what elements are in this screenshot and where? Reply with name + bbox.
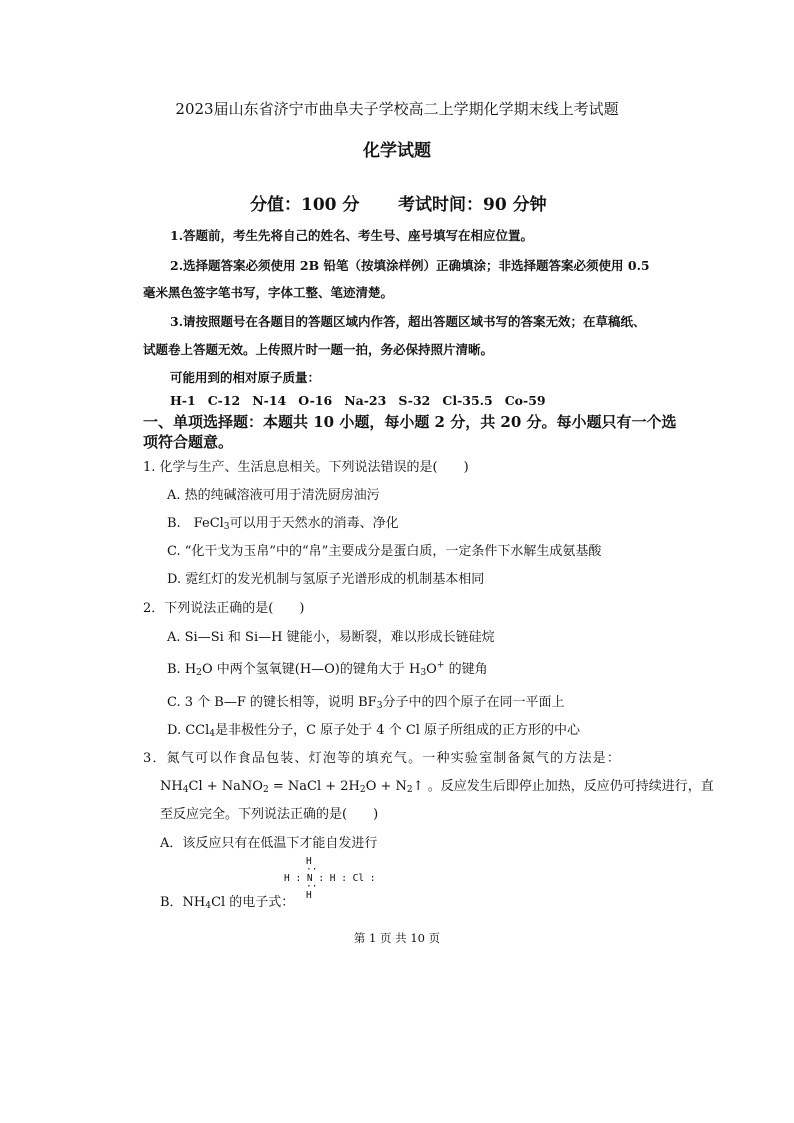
- mass-o: O-16: [298, 393, 333, 408]
- question-1-option-c: C. “化干戈为玉帛”中的“帛”主要成分是蛋白质，一定条件下水解生成氨基酸: [167, 544, 602, 559]
- question-3-equation: $NH_4Cl$ + NaNO$_2$ = NaCl + $2H_2O$ + $N_2↑$ 。反应发生后即停止加热，反应仍可持续进行，直: [160, 779, 714, 795]
- mass-h: H-1: [170, 393, 196, 408]
- mass-cl: Cl-35.5: [442, 393, 493, 408]
- section-heading-cont: 项符合题意。: [143, 433, 234, 451]
- lewis-h-top: H: [306, 856, 312, 867]
- question-2-stem: 2．下列说法正确的是( ): [143, 601, 305, 616]
- question-1-stem: 1. 化学与生产、生活息息相关。下列说法错误的是( ): [143, 460, 469, 475]
- question-2-option-c: C. 3 个 B—F 的键长相等，说明 $BF_3$分子中的四个原子在同一平面上: [167, 695, 565, 711]
- lewis-structure-nh4cl: H ·· H : N : H : Cl : ·· H: [284, 856, 376, 901]
- mass-n: N-14: [252, 393, 287, 408]
- instruction-1: 1.答题前，考生先将自己的姓名、考生号、座号填写在相应位置。: [170, 228, 534, 243]
- instruction-3: 3.请按照题号在各题目的答题区域内作答，超出答题区域书写的答案无效；在草稿纸、: [170, 314, 646, 329]
- question-3-stem: 3．氮气可以作食品包装、灯泡等的填充气。一种实验室制备氮气的方法是：: [143, 751, 622, 766]
- page-number: 第 1 页 共 10 页: [353, 931, 441, 945]
- question-3-option-a: A．该反应只有在低温下才能自发进行: [160, 836, 378, 851]
- atomic-mass-label: 可能用到的相对原子质量：: [170, 370, 321, 385]
- lewis-h-bottom: H: [306, 890, 312, 901]
- instruction-2: 2.选择题答案必须使用 2B 铅笔（按填涂样例）正确填涂；非选择题答案必须使用 0.5: [170, 258, 650, 273]
- instruction-2-cont: 毫米黑色签字笔书写，字体工整、笔迹清楚。: [143, 285, 394, 300]
- question-3-option-b: B．$NH_4Cl$ 的电子式：: [160, 895, 295, 911]
- mass-s: S-32: [398, 393, 431, 408]
- question-2-option-b: B. $H_2O$ 中两个氢氧键(H—O)的键角大于 $H_3O^+$ 的键角: [167, 660, 488, 678]
- question-2-option-d: D. CCl$_4$是非极性分子，C 原子处于 4 个 Cl 原子所组成的正方形的中心: [167, 723, 581, 739]
- exam-subtitle: 化学试题: [363, 141, 431, 161]
- question-3-stem-cont: 至反应完全。下列说法正确的是( ): [160, 807, 379, 822]
- question-2-option-a: A. Si—Si 和 Si—H 键能小，易断裂，难以形成长链硅烷: [167, 630, 495, 645]
- exam-title: 2023届山东省济宁市曲阜夫子学校高二上学期化学期末线上考试题: [175, 100, 619, 118]
- mass-co: Co-59: [504, 393, 546, 408]
- question-1-option-a: A. 热的纯碱溶液可用于清洗厨房油污: [167, 488, 380, 503]
- mass-c: C-12: [207, 393, 241, 408]
- mass-na: Na-23: [344, 393, 387, 408]
- lewis-middle: H : N : H : Cl :: [284, 873, 376, 884]
- time-label: 考试时间：90 分钟: [398, 195, 547, 215]
- section-heading: 一、单项选择题：本题共 10 小题，每小题 2 分，共 20 分。每小题只有一个选: [143, 413, 677, 431]
- question-1-option-d: D. 霓红灯的发光机制与氢原子光谱形成的机制基本相同: [167, 572, 485, 587]
- question-1-option-b: B. FeCl$_3$可以用于天然水的消毒、净化: [167, 516, 399, 532]
- score-label: 分值：100 分: [250, 195, 360, 215]
- instruction-3-cont: 试题卷上答题无效。上传照片时一题一拍，务必保持照片清晰。: [143, 342, 494, 357]
- atomic-mass-list: [170, 393, 558, 408]
